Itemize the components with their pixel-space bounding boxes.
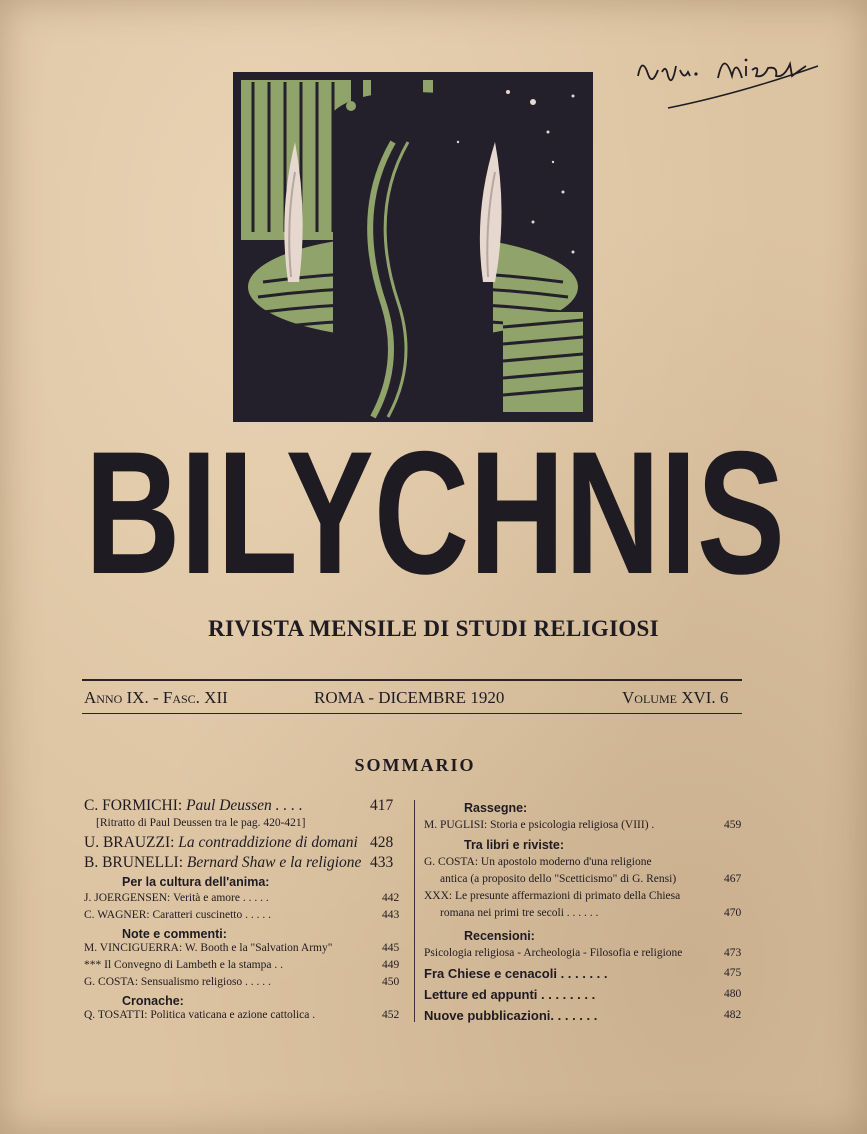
toc-entry: J. JOERGENSEN: Verità e amore . . . . .: [84, 892, 269, 904]
toc-page: 449: [382, 959, 400, 971]
issue-volume: Volume XVI. 6: [622, 688, 729, 707]
toc-entry: B. BRUNELLI: Bernard Shaw e la religione: [84, 854, 362, 871]
bottom-rule: [82, 713, 742, 714]
toc-page: 482: [724, 1009, 742, 1021]
toc-section-entry: Nuove pubblicazioni. . . . . . .: [424, 1008, 598, 1023]
toc-page: 467: [724, 873, 742, 885]
column-divider: [414, 800, 415, 1022]
handwritten-signature: [628, 36, 828, 126]
toc-section-heading: Rassegne:: [464, 801, 528, 815]
toc-entry: U. BRAUZZI: La contraddizione di domani: [84, 834, 358, 851]
toc-page: 450: [382, 976, 400, 988]
issue-place-date: ROMA - DICEMBRE 1920: [314, 688, 505, 707]
issue-anno: Anno IX. - Fasc. XII: [84, 688, 228, 707]
toc-page: 475: [724, 967, 742, 979]
toc-entry: XXX: Le presunte affermazioni di primato della Chiesa: [424, 890, 681, 902]
svg-text:BILYCHNIS: BILYCHNIS: [85, 438, 785, 588]
toc-page: 480: [724, 988, 742, 1000]
top-rule: [82, 679, 742, 681]
toc-section-heading: Cronache:: [122, 994, 184, 1008]
toc-note: [Ritratto di Paul Deussen tra le pag. 420-421]: [96, 817, 306, 829]
toc-section-entry: Letture ed appunti . . . . . . . .: [424, 987, 596, 1002]
oil-lamp-woodcut-illustration: [233, 72, 593, 422]
toc-section-heading: Note e commenti:: [122, 927, 227, 941]
toc-page: 470: [724, 907, 742, 919]
toc-page: 452: [382, 1009, 400, 1021]
toc-page: 433: [370, 854, 394, 871]
toc-page: 459: [724, 819, 742, 831]
toc-page: 428: [370, 834, 394, 851]
toc-entry: C. WAGNER: Caratteri cuscinetto . . . . .: [84, 909, 271, 921]
toc-page: 442: [382, 892, 400, 904]
toc-section-entry: Fra Chiese e cenacoli . . . . . . .: [424, 966, 608, 981]
toc-entry-continued: romana nei primi tre secoli . . . . . .: [440, 907, 599, 919]
masthead-subtitle: RIVISTA MENSILE DI STUDI RELIGIOSI: [208, 616, 659, 641]
toc-section-heading: Tra libri e riviste:: [464, 838, 565, 852]
toc-section-heading: Per la cultura dell'anima:: [122, 875, 270, 889]
toc-page: 445: [382, 942, 400, 954]
toc-section-heading: Recensioni:: [464, 929, 535, 943]
sommario-heading: SOMMARIO: [354, 755, 476, 775]
toc-entry: Psicologia religiosa - Archeologia - Filosofia e religione: [424, 947, 683, 959]
toc-entry: C. FORMICHI: Paul Deussen . . . .: [84, 797, 303, 814]
toc-entry: *** Il Convegno di Lambeth e la stampa . .: [84, 959, 283, 971]
toc-page: 473: [724, 947, 742, 959]
toc-entry: Q. TOSATTI: Politica vaticana e azione cattolica .: [84, 1009, 316, 1021]
toc-entry: G. COSTA: Sensualismo religioso . . . . .: [84, 976, 271, 988]
toc-entry: M. VINCIGUERRA: W. Booth e la "Salvation Army": [84, 942, 333, 954]
toc-entry: G. COSTA: Un apostolo moderno d'una religione: [424, 856, 652, 868]
toc-entry: M. PUGLISI: Storia e psicologia religiosa (VIII) .: [424, 819, 655, 831]
toc-page: 417: [370, 797, 394, 814]
masthead-title: [70, 438, 800, 588]
toc-page: 443: [382, 909, 400, 921]
toc-entry-continued: antica (a proposito dello "Scetticismo" di G. Rensi): [440, 873, 677, 885]
